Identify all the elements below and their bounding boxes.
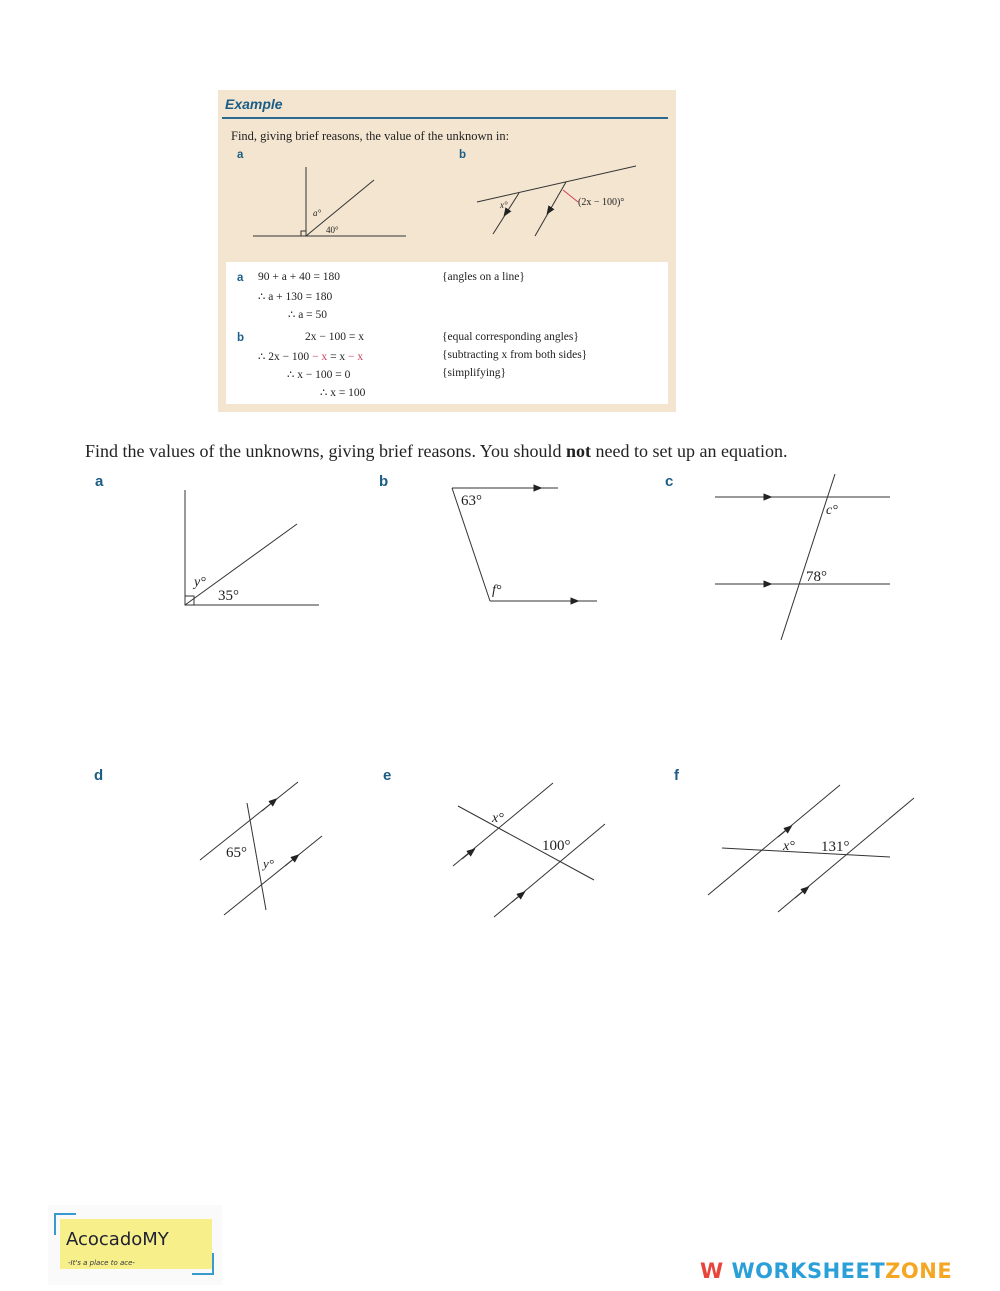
example-part-a-label: a (237, 149, 244, 161)
worksheetzone-w-icon: W (700, 1259, 724, 1283)
problem-c-diagram (715, 474, 890, 640)
question-instruction: Find the values of the unknowns, giving brief reasons. You should not need to set up an equation. (85, 441, 788, 461)
problem-f-label: f (674, 767, 679, 784)
problem-b-label: b (379, 473, 389, 490)
solution-b-line-1: 2x − 100 = x (305, 331, 364, 343)
example-title: Example (225, 96, 283, 112)
problem-e-diagram (453, 783, 605, 917)
problem-f-diagram (708, 785, 914, 912)
problem-e-angle-2: 100° (542, 838, 571, 854)
problem-c-angle-1: c° (826, 503, 838, 518)
example-b-unknown-angle: x° (500, 200, 508, 210)
problem-a-angle-1: y° (194, 575, 206, 590)
solution-b-reason-2: {subtracting x from both sides} (442, 349, 588, 361)
solution-a-reason: {angles on a line} (442, 271, 525, 283)
problem-c-angle-2: 78° (806, 569, 827, 585)
solution-b-reason-3: {simplifying} (442, 367, 507, 379)
solution-b-reason-1: {equal corresponding angles} (442, 331, 579, 343)
worksheetzone-logo (700, 1259, 952, 1283)
example-part-b-label: b (459, 149, 467, 161)
solution-a-line-3: ∴ a = 50 (288, 309, 328, 321)
problem-d-angle-1: 65° (226, 845, 247, 861)
problem-f-angle-1: x° (783, 839, 795, 854)
problem-e-label: e (383, 767, 392, 784)
example-a-unknown-angle: a° (313, 208, 322, 218)
solution-a-label: a (237, 272, 244, 284)
problem-b-angle-2: f° (492, 583, 502, 598)
problem-d-diagram (200, 782, 322, 915)
problem-a-label: a (95, 473, 104, 490)
problem-e-angle-1: x° (492, 811, 504, 826)
problem-d-angle-2: y° (263, 856, 274, 871)
solution-a-line-1: 90 + a + 40 = 180 (258, 271, 341, 283)
problem-a-angle-2: 35° (218, 588, 239, 604)
problem-f-angle-2: 131° (821, 839, 850, 855)
example-instruction: Find, giving brief reasons, the value of the unknown in: (231, 129, 510, 143)
problem-b-angle-1: 63° (461, 493, 482, 509)
solution-a-line-2: ∴ a + 130 = 180 (258, 291, 333, 303)
problem-d-label: d (94, 767, 104, 784)
solution-b-label: b (237, 332, 245, 344)
worksheetzone-word: WORKSHEET (731, 1259, 886, 1283)
solution-b-line-3: ∴ x − 100 = 0 (287, 369, 351, 381)
problem-c-label: c (665, 473, 674, 490)
worksheetzone-zone-word: ZONE (885, 1259, 953, 1283)
solution-b-line-2: ∴ 2x − 100 − x = x − x (258, 351, 364, 363)
example-a-known-angle: 40° (326, 225, 339, 235)
acocadomy-tagline: -It's a place to ace- (68, 1259, 135, 1267)
solution-b-line-4: ∴ x = 100 (320, 387, 366, 399)
example-b-expr-angle: (2x − 100)° (578, 197, 625, 208)
acocadomy-logo (48, 1205, 222, 1285)
acocadomy-logo-text: AcocadoMY (66, 1229, 169, 1250)
